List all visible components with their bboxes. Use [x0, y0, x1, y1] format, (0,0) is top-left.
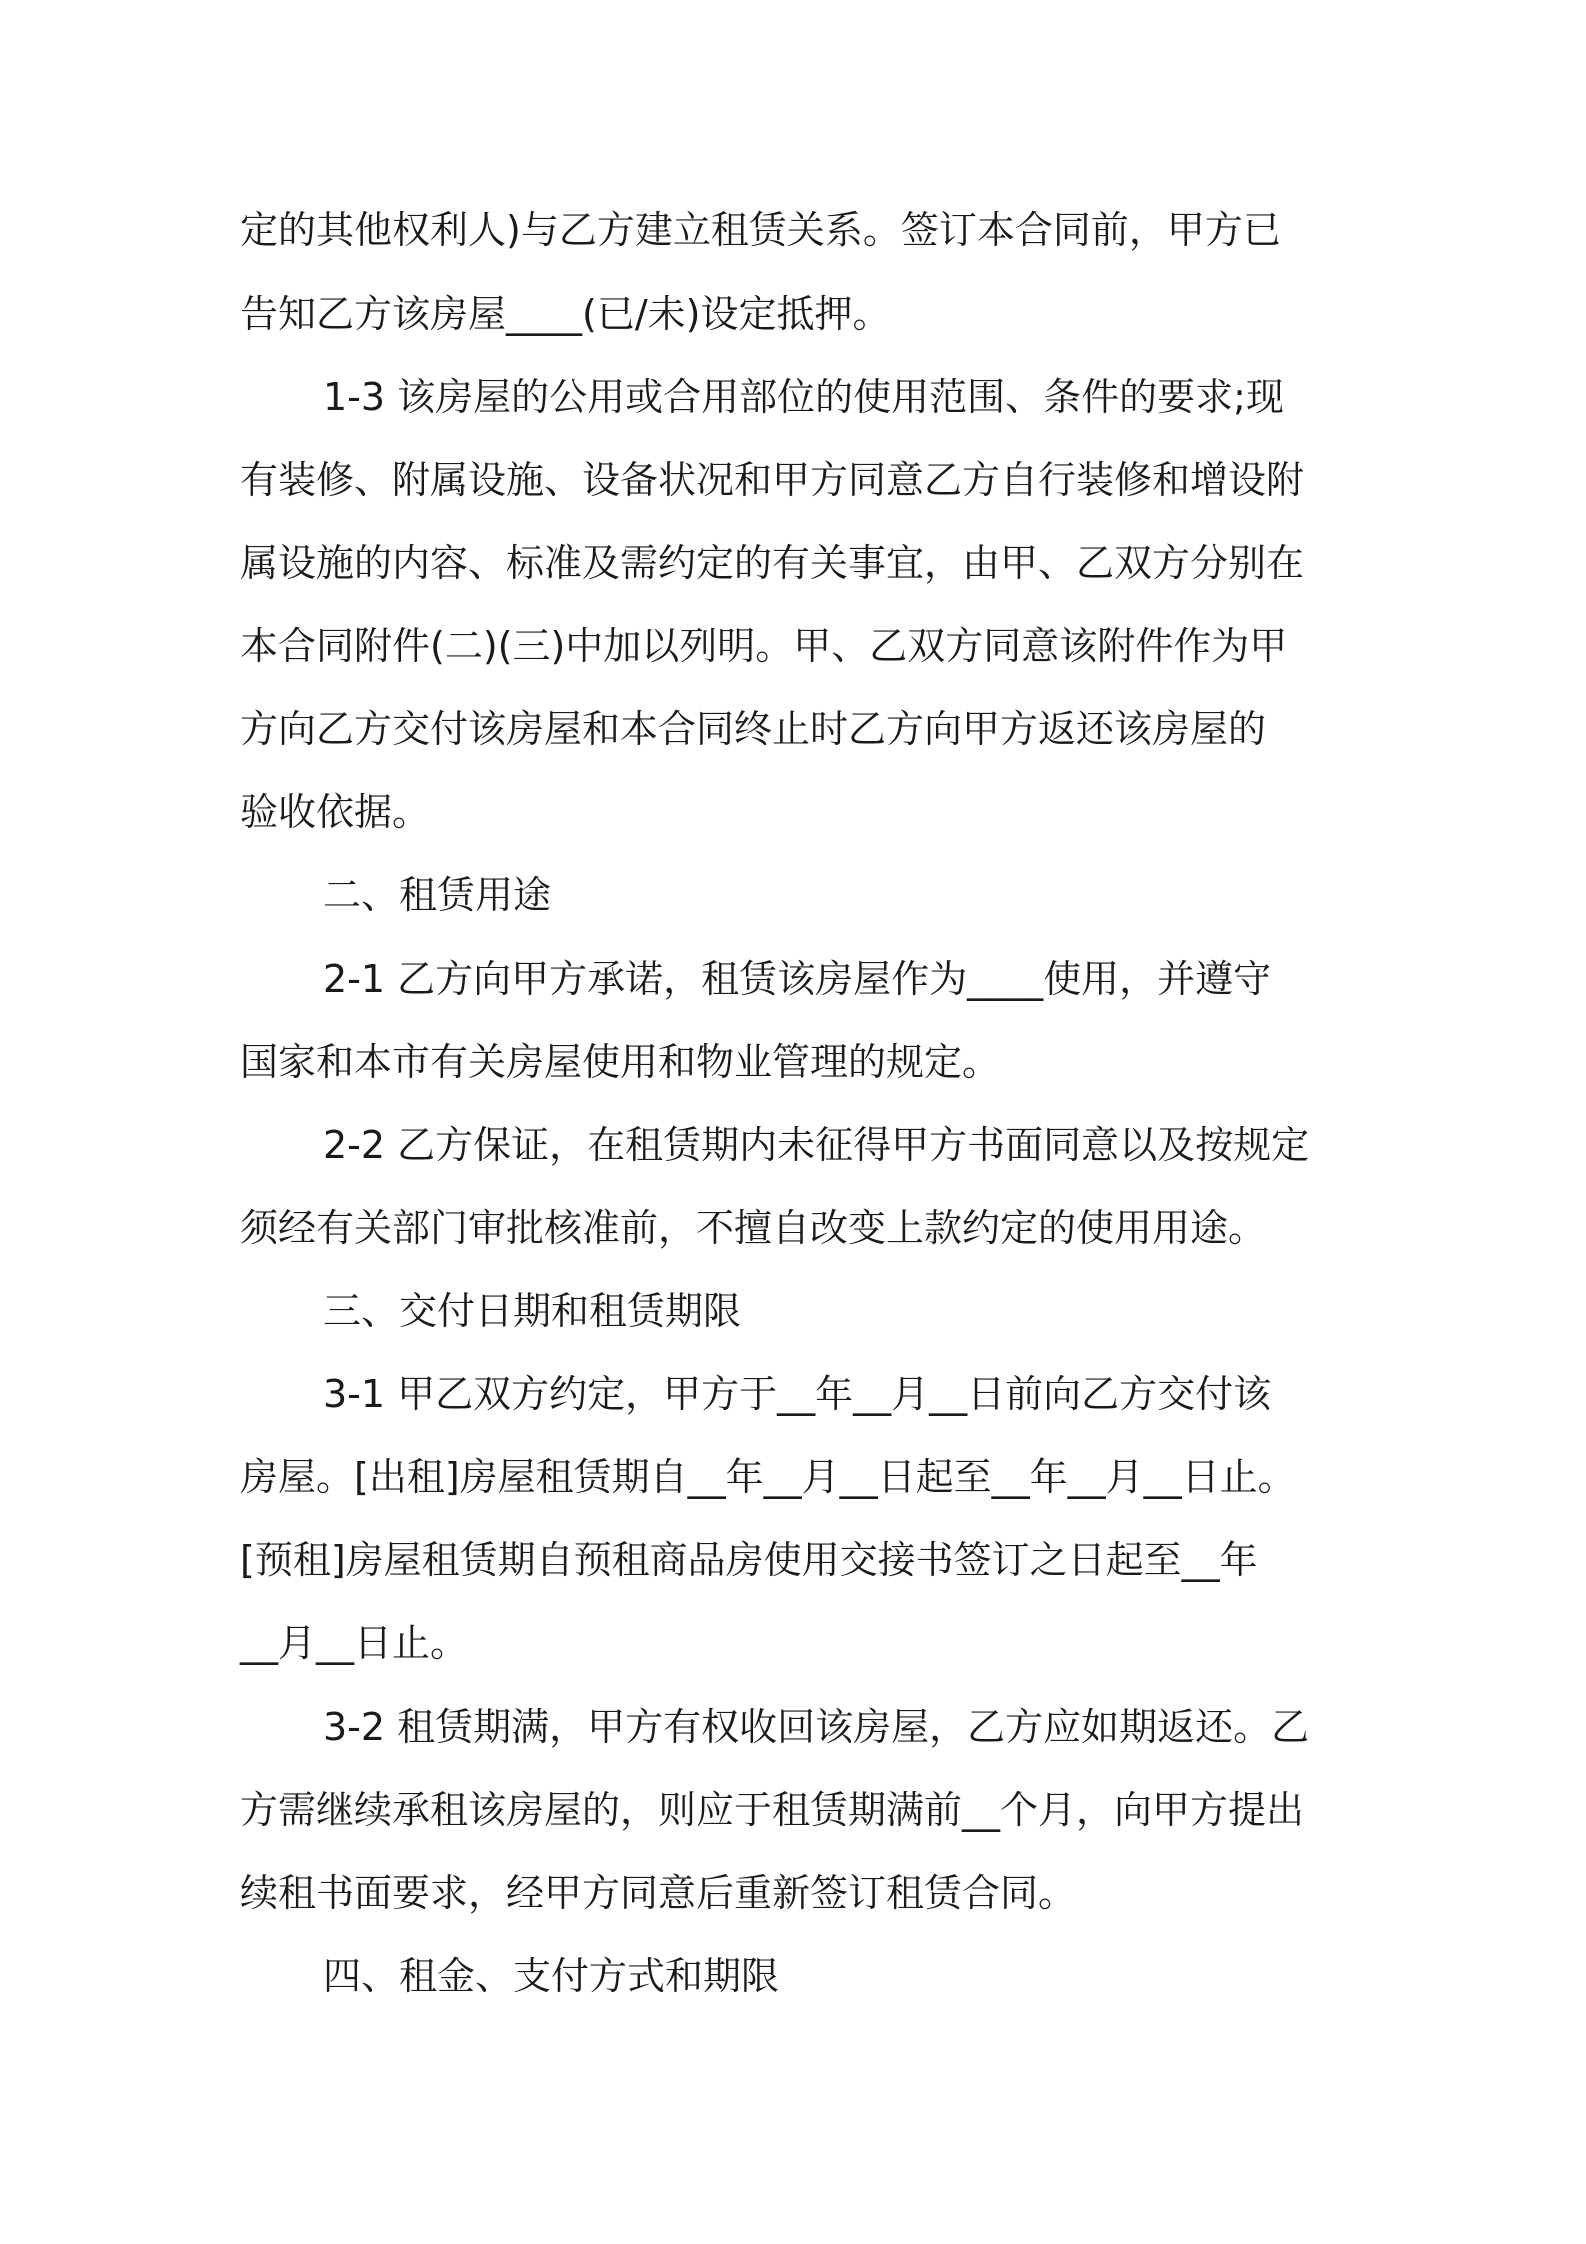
section-heading-4: 四、租金、支付方式和期限 — [323, 1954, 780, 1998]
text-line: 有装修、附属设施、设备状况和甲方同意乙方自行装修和增设附 — [240, 458, 1305, 502]
text-line: 属设施的内容、标准及需约定的有关事宜，由甲、乙双方分别在 — [240, 541, 1305, 585]
text-line: 验收依据。 — [240, 790, 431, 834]
clause-3-2: 3-2 租赁期满，甲方有权收回该房屋，乙方应如期返还。乙 — [323, 1705, 1310, 1749]
text-line: 续租书面要求，经甲方同意后重新签订租赁合同。 — [240, 1871, 1077, 1915]
clause-2-2: 2-2 乙方保证，在租赁期内未征得甲方书面同意以及按规定 — [323, 1123, 1310, 1167]
section-heading-2: 二、租赁用途 — [323, 873, 552, 917]
clause-3-1: 3-1 甲乙双方约定，甲方于__年__月__日前向乙方交付该 — [323, 1372, 1272, 1416]
text-line: 告知乙方该房屋____(已/未)设定抵押。 — [240, 292, 891, 336]
clause-2-1: 2-1 乙方向甲方承诺，租赁该房屋作为____使用，并遵守 — [323, 957, 1272, 1001]
text-line: 须经有关部门审批核准前，不擅自改变上款约定的使用用途。 — [240, 1206, 1267, 1250]
section-heading-3: 三、交付日期和租赁期限 — [323, 1289, 742, 1333]
text-line: 方需继续承租该房屋的，则应于租赁期满前__个月，向甲方提出 — [240, 1788, 1305, 1832]
text-line: 本合同附件(二)(三)中加以列明。甲、乙双方同意该附件作为甲 — [240, 624, 1288, 668]
text-line: __月__日止。 — [240, 1621, 469, 1665]
text-line: 国家和本市有关房屋使用和物业管理的规定。 — [240, 1040, 1001, 1084]
text-line: [预租]房屋租赁期自预租商品房使用交接书签订之日起至__年 — [240, 1538, 1258, 1582]
clause-1-3: 1-3 该房屋的公用或合用部位的使用范围、条件的要求;现 — [323, 375, 1284, 419]
text-line: 定的其他权利人)与乙方建立租赁关系。签订本合同前，甲方已 — [240, 208, 1281, 252]
text-line: 房屋。[出租]房屋租赁期自__年__月__日起至__年__月__日止。 — [240, 1455, 1296, 1499]
text-line: 方向乙方交付该房屋和本合同终止时乙方向甲方返还该房屋的 — [240, 707, 1267, 751]
